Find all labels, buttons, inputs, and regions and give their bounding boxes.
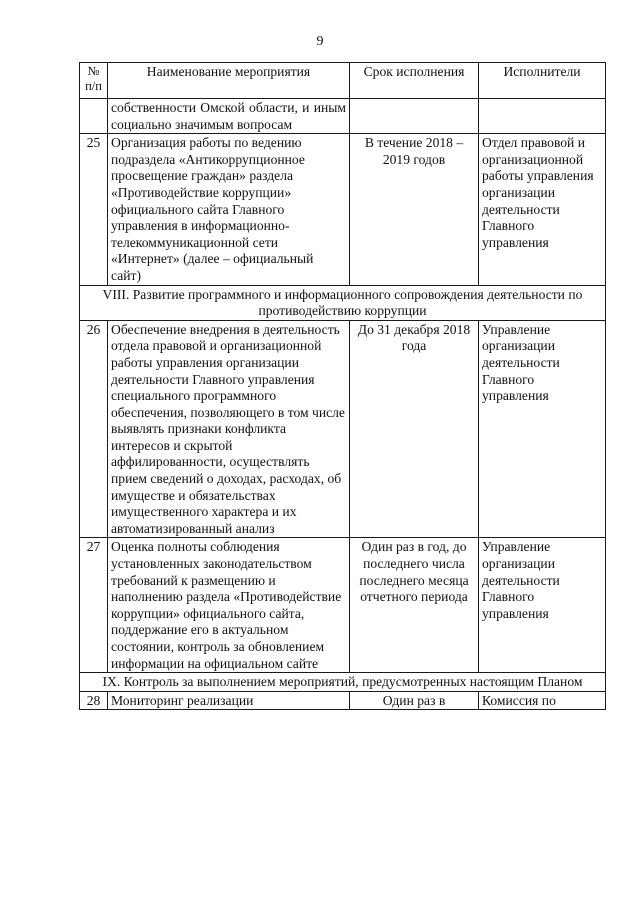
cell-number: 25 — [80, 134, 108, 285]
cell-number: 27 — [80, 538, 108, 673]
cell-executors — [479, 99, 606, 134]
cell-number: 26 — [80, 320, 108, 538]
cell-number — [80, 99, 108, 134]
section-heading: VIII. Развитие программного и информационного сопровождения деятельности по противодействию коррупции — [80, 285, 606, 320]
cell-deadline: До 31 декабря 2018 года — [350, 320, 479, 538]
header-number — [80, 63, 108, 99]
cell-event-name: собственности Омской области, и иным социально значимым вопросам — [108, 99, 350, 134]
header-executors: Исполнители — [479, 63, 606, 99]
page-number: 9 — [316, 34, 324, 49]
table-row-25 — [80, 134, 606, 285]
section-heading-row-8 — [80, 285, 606, 320]
header-number-line2: п/п — [85, 79, 102, 93]
cell-executors: Отдел правовой и организационной работы управления организации деятельности Главного управления — [479, 134, 606, 285]
header-deadline: Срок исполнения — [350, 63, 479, 99]
table-row-27 — [80, 538, 606, 673]
cell-executors: Управление организации деятельности Главного управления — [479, 538, 606, 673]
cell-deadline: В течение 2018 – 2019 годов — [350, 134, 479, 285]
cell-deadline: Один раз в год, до последнего числа последнего месяца отчетного периода — [350, 538, 479, 673]
table-header-row — [80, 63, 606, 99]
cell-event-name: Мониторинг реализации — [108, 691, 350, 710]
cell-deadline — [350, 99, 479, 134]
cell-number: 28 — [80, 691, 108, 710]
cell-executors: Управление организации деятельности Главного управления — [479, 320, 606, 538]
cell-event-name: Оценка полноты соблюдения установленных законодательством требований к размещению и наполнению раздела «Противодействие коррупции» официального сайта, поддержание его в актуальном состоянии, контроль за обновлением информации на официальном сайте — [108, 538, 350, 673]
header-number-line1: № — [87, 64, 100, 78]
table-row-26 — [80, 320, 606, 538]
cell-deadline: Один раз в — [350, 691, 479, 710]
cell-event-name: Организация работы по ведению подраздела «Антикоррупционное просвещение граждан» раздела «Противодействие коррупции» официального сайта Главного управления в информационно-телекоммуникационной сети «Интернет» (далее – официальный сайт) — [108, 134, 350, 285]
table-row-28 — [80, 691, 606, 710]
table-row-continued — [80, 99, 606, 134]
plan-table — [79, 62, 606, 710]
header-event-name: Наименование мероприятия — [108, 63, 350, 99]
section-heading: IX. Контроль за выполнением мероприятий, предусмотренных настоящим Планом — [80, 673, 606, 692]
cell-event-name: Обеспечение внедрения в деятельность отдела правовой и организационной работы управления организации деятельности Главного управления специального программного обеспечения, позволяющего в том числе выявлять признаки конфликта интересов и скрытой аффилированности, осуществлять прием сведений о доходах, расходах, об имуществе и обязательствах имущественного характера и их автоматизированный анализ — [108, 320, 350, 538]
section-heading-row-9 — [80, 673, 606, 692]
cell-executors: Комиссия по — [479, 691, 606, 710]
